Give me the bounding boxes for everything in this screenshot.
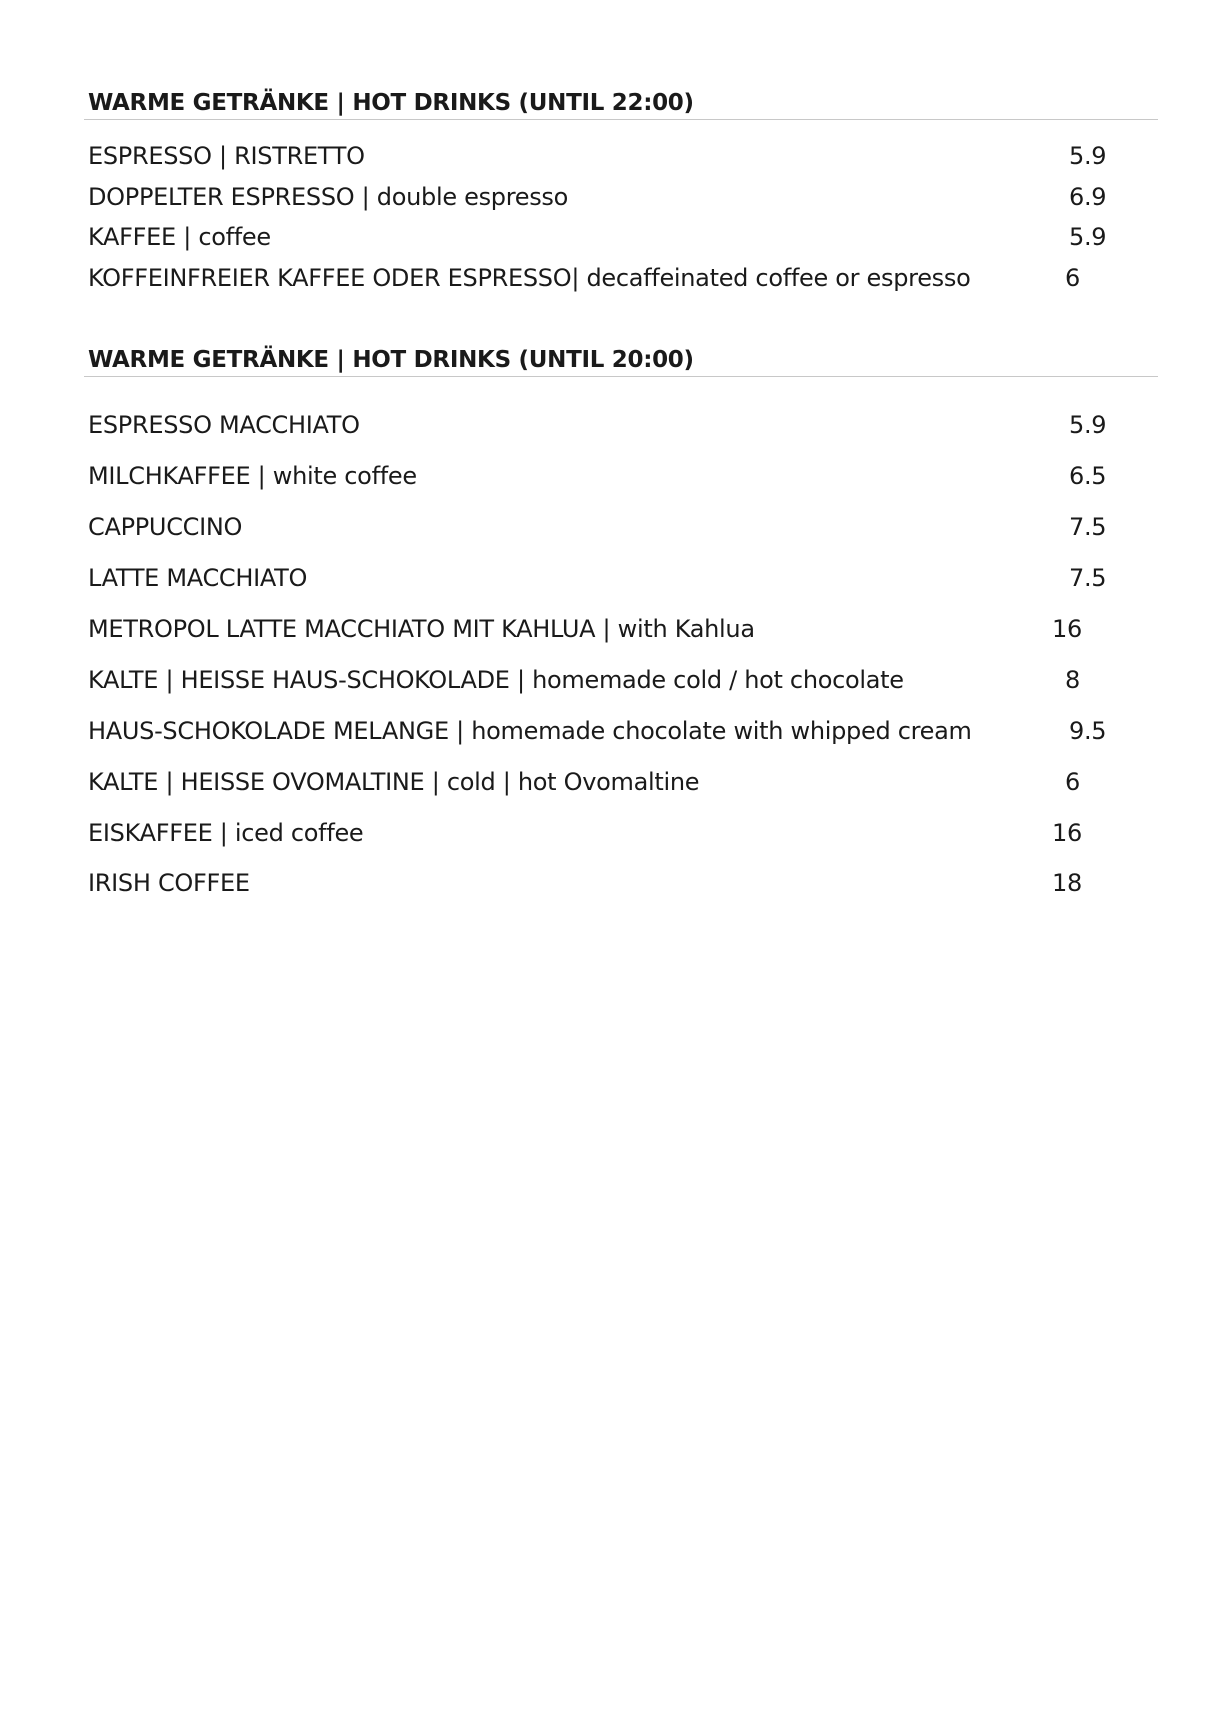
item-price: 5.9 bbox=[1069, 142, 1107, 170]
section-divider bbox=[84, 376, 1158, 377]
item-price: 9.5 bbox=[1069, 717, 1107, 745]
item-name: KALTE | HEISSE HAUS-SCHOKOLADE | homemade cold / hot chocolate bbox=[88, 666, 904, 694]
item-price: 6 bbox=[1065, 768, 1080, 796]
menu-item-double-espresso bbox=[88, 183, 1128, 215]
menu-item-white-coffee bbox=[88, 462, 1128, 494]
menu-item-latte-macchiato bbox=[88, 564, 1128, 596]
item-name: MILCHKAFFEE | white coffee bbox=[88, 462, 417, 490]
menu-item-hot-chocolate bbox=[88, 666, 1128, 698]
item-name: IRISH COFFEE bbox=[88, 869, 250, 897]
item-price: 6.5 bbox=[1069, 462, 1107, 490]
item-price: 5.9 bbox=[1069, 411, 1107, 439]
item-price: 8 bbox=[1065, 666, 1080, 694]
item-name: HAUS-SCHOKOLADE MELANGE | homemade chocolate with whipped cream bbox=[88, 717, 972, 745]
item-name: DOPPELTER ESPRESSO | double espresso bbox=[88, 183, 569, 211]
menu-item-ovomaltine bbox=[88, 768, 1128, 800]
section-title-hot-drinks-2000: WARME GETRÄNKE | HOT DRINKS (UNTIL 20:00) bbox=[88, 347, 694, 373]
item-price: 16 bbox=[1052, 819, 1082, 847]
item-price: 6 bbox=[1065, 264, 1080, 292]
menu-item-coffee bbox=[88, 223, 1128, 255]
item-name: KALTE | HEISSE OVOMALTINE | cold | hot Ovomaltine bbox=[88, 768, 700, 796]
item-price: 18 bbox=[1052, 869, 1082, 897]
menu-item-metropol-latte-kahlua bbox=[88, 615, 1128, 647]
item-name: CAPPUCCINO bbox=[88, 513, 243, 541]
item-price: 7.5 bbox=[1069, 513, 1107, 541]
section-divider bbox=[84, 119, 1158, 120]
item-name: KAFFEE | coffee bbox=[88, 223, 271, 251]
item-name: ESPRESSO | RISTRETTO bbox=[88, 142, 365, 170]
section-title-hot-drinks-2200: WARME GETRÄNKE | HOT DRINKS (UNTIL 22:00) bbox=[88, 90, 694, 116]
item-price: 16 bbox=[1052, 615, 1082, 643]
menu-item-cappuccino bbox=[88, 513, 1128, 545]
item-name: ESPRESSO MACCHIATO bbox=[88, 411, 360, 439]
item-price: 5.9 bbox=[1069, 223, 1107, 251]
item-name: LATTE MACCHIATO bbox=[88, 564, 308, 592]
item-name: KOFFEINFREIER KAFFEE ODER ESPRESSO| decaffeinated coffee or espresso bbox=[88, 264, 971, 292]
item-name: EISKAFFEE | iced coffee bbox=[88, 819, 364, 847]
item-name: METROPOL LATTE MACCHIATO MIT KAHLUA | with Kahlua bbox=[88, 615, 755, 643]
item-price: 7.5 bbox=[1069, 564, 1107, 592]
menu-item-iced-coffee bbox=[88, 819, 1128, 851]
menu-item-chocolate-melange bbox=[88, 717, 1128, 749]
menu-item-irish-coffee bbox=[88, 869, 1128, 901]
menu-item-espresso-macchiato bbox=[88, 411, 1128, 443]
menu-item-decaf bbox=[88, 264, 1128, 296]
item-price: 6.9 bbox=[1069, 183, 1107, 211]
menu-item-espresso-ristretto bbox=[88, 142, 1128, 174]
